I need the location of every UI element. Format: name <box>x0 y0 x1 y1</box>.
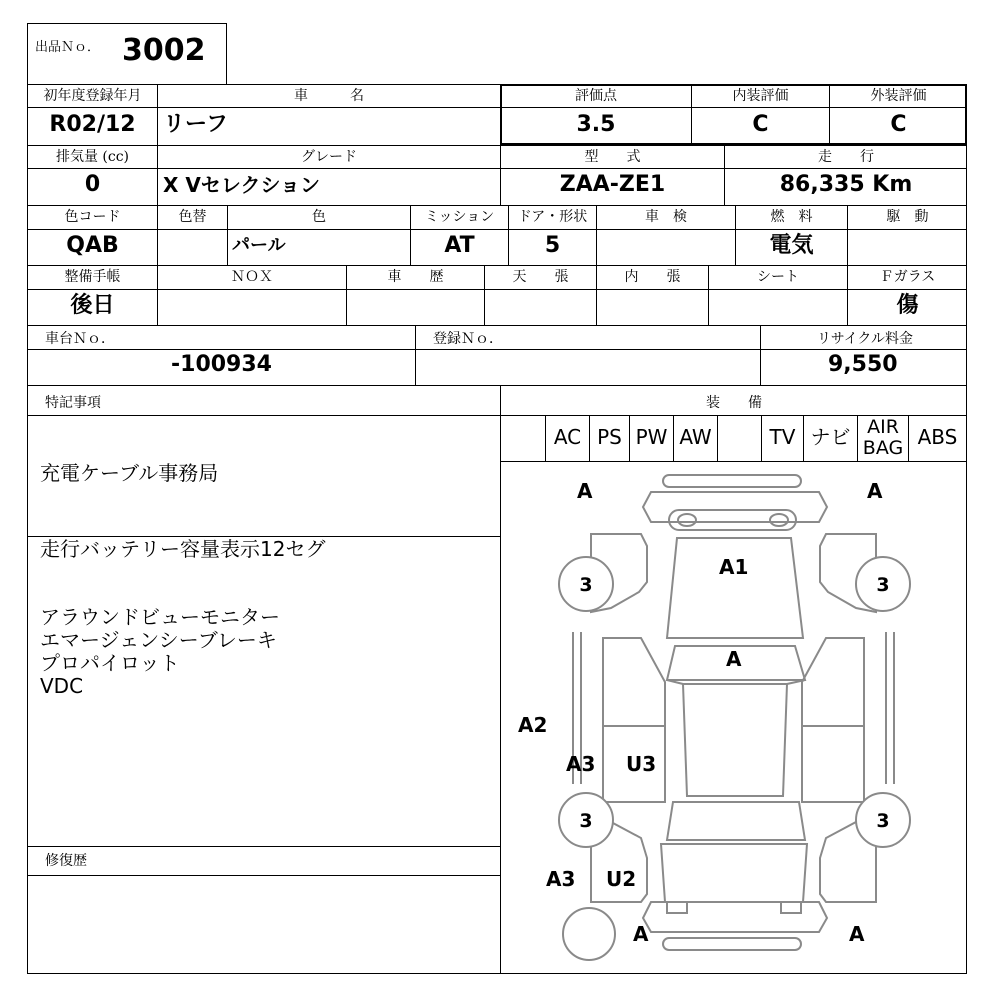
equip-navi: ナビ <box>810 425 851 449</box>
history-label: 車 歴 <box>387 269 444 285</box>
damage-left-quarter: A3 <box>546 867 576 891</box>
reg-label: 初年度登録年月 <box>43 88 142 104</box>
lot-label: 出品Ｎｏ． <box>35 40 101 55</box>
lot-number: 3002 <box>122 33 206 68</box>
door-label: ドア・形状 <box>517 209 588 225</box>
notes-label: 特記事項 <box>45 395 101 411</box>
color-value: パール <box>232 235 286 256</box>
door-value: 5 <box>544 233 561 258</box>
equip-tv: TV <box>769 425 796 449</box>
disp-value: 0 <box>84 172 101 197</box>
equip-ps: PS <box>597 425 622 449</box>
repaint-label: 色替 <box>178 209 207 225</box>
equip-aw: AW <box>679 425 712 449</box>
seat-label: シート <box>757 269 799 285</box>
trunk <box>661 844 807 902</box>
hood <box>667 538 803 638</box>
exterior-label: 外装評価 <box>870 88 927 104</box>
rear-bumper <box>643 902 827 932</box>
recycle-label: リサイクル料金 <box>816 331 914 347</box>
front-bumper-top <box>663 475 801 487</box>
interior-label: 内装評価 <box>732 88 789 104</box>
equip-airbag: AIR BAG <box>862 416 904 459</box>
model-label: 型 式 <box>584 149 641 165</box>
inspection-label: 車 検 <box>645 209 687 225</box>
emblem-left <box>678 514 696 526</box>
damage-trunk: U2 <box>606 867 637 891</box>
interior-value: C <box>752 112 769 137</box>
glass-label: Ｆガラス <box>879 269 936 285</box>
name-label: 車 名 <box>294 88 364 104</box>
model-value: ZAA-ZE1 <box>559 172 666 197</box>
glass-value: 傷 <box>896 293 919 318</box>
tire-rl-grade: 3 <box>579 810 593 832</box>
tire-rr-grade: 3 <box>876 810 890 832</box>
rear-glass <box>667 802 805 840</box>
rear-bumper-bottom <box>663 938 801 950</box>
notes-option-2: エマージェンシーブレーキ <box>40 628 277 652</box>
notes-line-1: 充電ケーブル事務局 <box>40 461 219 485</box>
manual-value: 後日 <box>70 293 115 318</box>
damage-left-side: A2 <box>518 713 548 737</box>
car-diagram <box>501 462 966 973</box>
color-code-value: QAB <box>66 233 119 258</box>
left-front-door <box>603 638 665 726</box>
notes-line-2: 走行バッテリー容量表示12セグ <box>40 537 326 561</box>
tire-fl-grade: 3 <box>579 574 593 596</box>
damage-rear-right: A <box>849 922 865 946</box>
color-code-label: 色コード <box>64 209 121 225</box>
damage-front-left: A <box>577 479 593 503</box>
recycle-value: 9,550 <box>828 352 898 377</box>
grade-value: X Vセレクション <box>163 173 321 197</box>
mission-label: ミッション <box>424 209 495 225</box>
mission-value: AT <box>444 233 475 258</box>
emblem-right <box>770 514 788 526</box>
fuel-value: 電気 <box>769 233 814 258</box>
damage-roof-side: U3 <box>626 752 657 776</box>
drive-label: 駆 動 <box>886 209 929 225</box>
exterior-value: C <box>890 112 907 137</box>
regno-label: 登録Ｎｏ． <box>433 331 503 347</box>
damage-front-right: A <box>867 479 883 503</box>
reg-value: R02/12 <box>49 112 136 137</box>
score-label: 評価点 <box>575 88 617 104</box>
score-value: 3.5 <box>576 112 616 137</box>
notes-option-1: アラウンドビューモニター <box>40 605 280 629</box>
nox-label: ＮＯＸ <box>231 269 273 285</box>
damage-left-rear-door: A3 <box>566 752 596 776</box>
equip-pw: PW <box>635 425 668 449</box>
disp-label: 排気量 (cc) <box>55 149 130 165</box>
fuel-label: 燃 料 <box>770 209 813 225</box>
grade-label: グレード <box>301 149 357 165</box>
front-bumper <box>643 492 827 522</box>
notes-option-3: プロパイロット <box>40 651 180 675</box>
roof-label: 天 張 <box>512 269 569 285</box>
name-value: リーフ <box>163 112 228 137</box>
tire-fr-grade: 3 <box>876 574 890 596</box>
grille <box>669 510 796 530</box>
chassis-label: 車台Ｎｏ． <box>45 331 115 347</box>
chassis-value: -100934 <box>171 352 272 377</box>
roof <box>683 684 787 796</box>
damage-hood: A1 <box>719 555 749 579</box>
repair-label: 修復歴 <box>45 853 87 869</box>
notes-option-4: VDC <box>40 674 84 698</box>
mileage-label: 走 行 <box>818 149 874 165</box>
equip-abs: ABS <box>917 425 958 449</box>
color-label: 色 <box>312 209 326 225</box>
right-front-door <box>802 638 864 726</box>
equip-ac: AC <box>553 425 582 449</box>
spare-tire <box>563 908 615 960</box>
equipment-label: 装 備 <box>706 395 762 411</box>
mileage-value: 86,335 Km <box>779 172 913 197</box>
damage-rear-left: A <box>633 922 649 946</box>
damage-windshield: A <box>726 647 742 671</box>
right-rear-door <box>802 726 864 802</box>
manual-label: 整備手帳 <box>64 269 121 285</box>
inner-label: 内 張 <box>624 269 681 285</box>
